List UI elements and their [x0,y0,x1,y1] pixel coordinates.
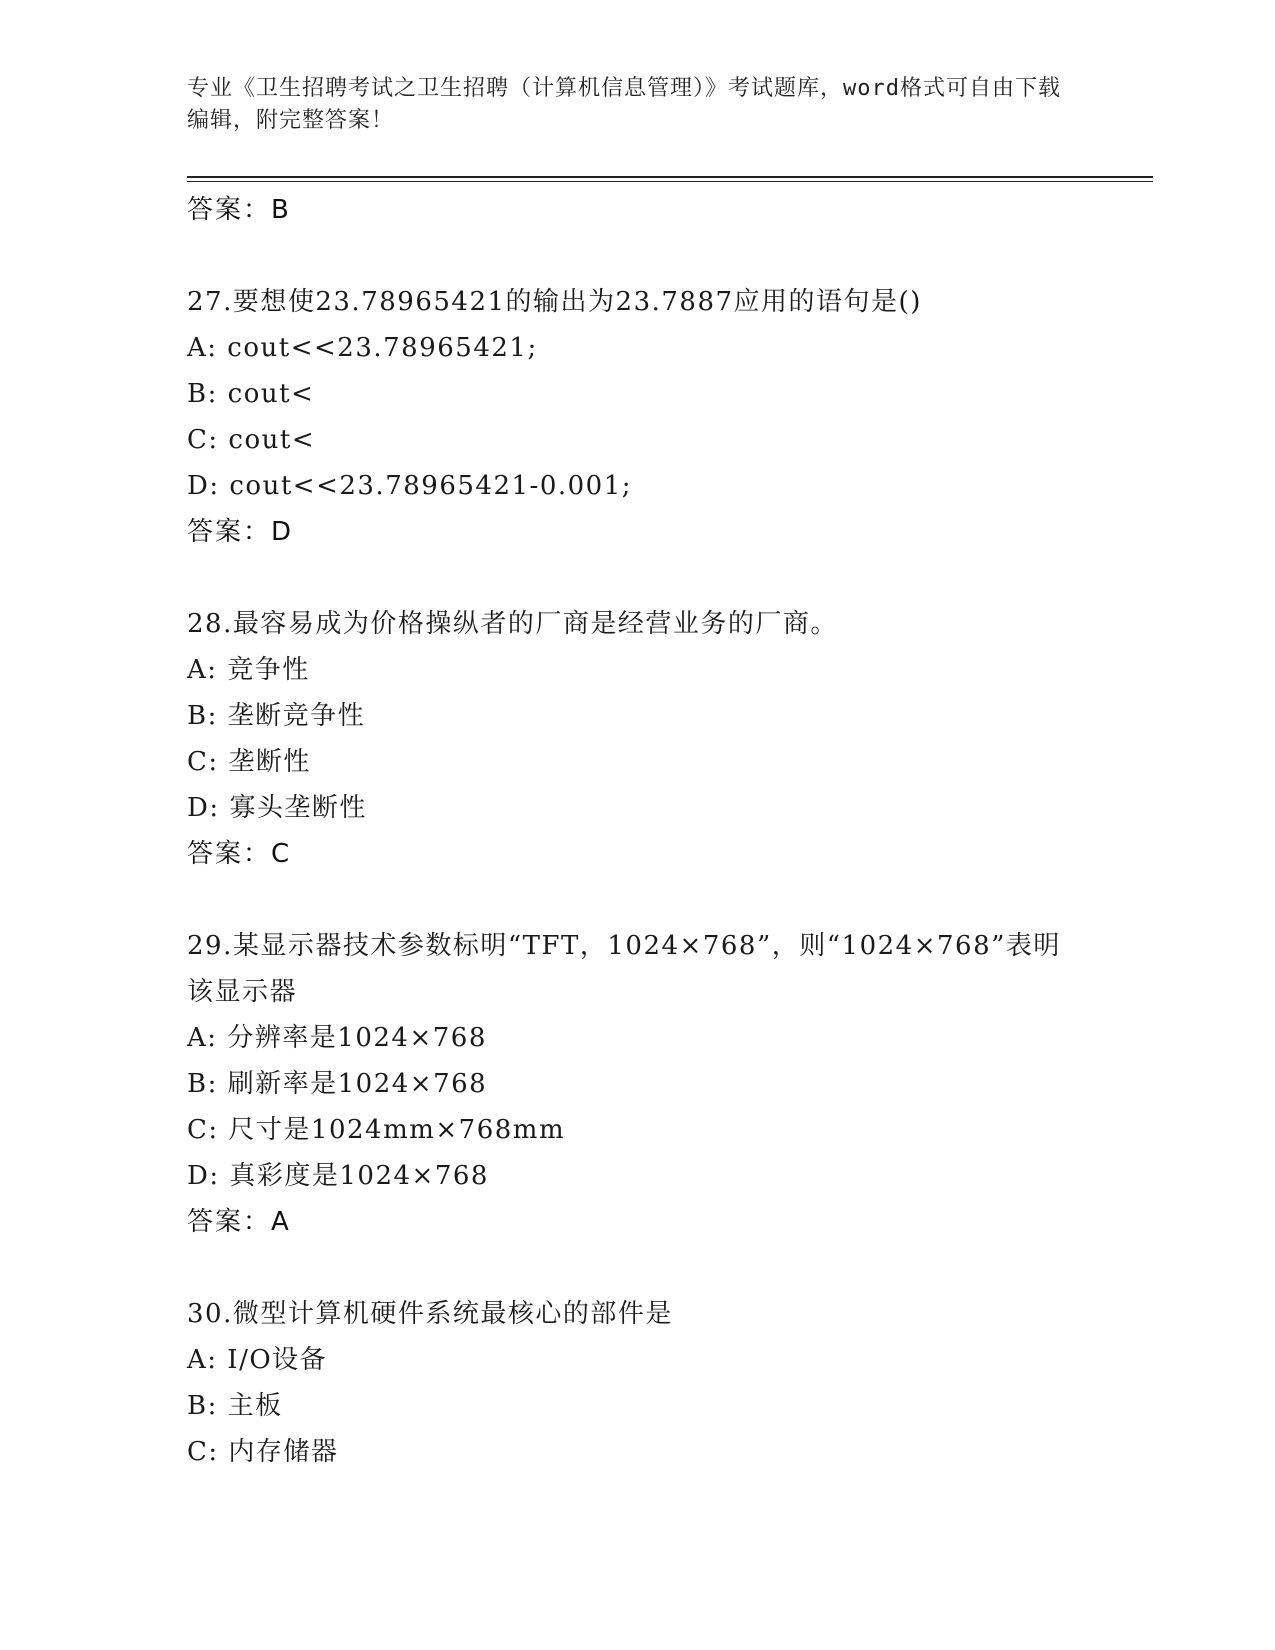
answer-line: 答案：A [187,1207,291,1237]
question-text: 27.要想使23.78965421的输出为23.7887应用的语句是() [187,287,922,317]
option-c: C: 尺寸是1024mm×768mm [187,1115,566,1145]
answer-line: 答案：B [187,195,291,225]
question-text: 30.微型计算机硬件系统最核心的部件是 [187,1299,673,1329]
option-b: B: 刷新率是1024×768 [187,1069,488,1099]
option-b: B: 垄断竞争性 [187,701,366,731]
answer-line: 答案：C [187,839,292,869]
option-a: A: cout<<23.78965421; [187,333,538,363]
option-c: C: 内存储器 [187,1437,339,1467]
option-b: B: 主板 [187,1391,283,1421]
option-d: D: cout<<23.78965421-0.001; [187,471,633,501]
header-rule-thick [187,176,1153,178]
option-c: C: cout< [187,425,316,455]
question-text: 29.某显示器技术参数标明“TFT，1024×768”，则“1024×768”表明该显示器 [187,931,1061,1007]
option-d: D: 真彩度是1024×768 [187,1161,489,1191]
header-rule-thin [187,181,1153,182]
option-c: C: 垄断性 [187,747,311,777]
question-27 [187,279,1087,555]
option-a: A: 分辨率是1024×768 [187,1023,487,1053]
question-29 [187,923,1087,1245]
question-list [187,187,1087,1475]
option-a: A: 竞争性 [187,655,310,685]
question-text: 28.最容易成为价格操纵者的厂商是经营业务的厂商。 [187,609,838,639]
option-b: B: cout< [187,379,315,409]
option-a: A: I/O设备 [187,1345,328,1375]
answer-line: 答案：D [187,517,294,547]
question-30 [187,1291,1087,1475]
question-28 [187,601,1087,877]
option-d: D: 寡头垄断性 [187,793,367,823]
page-header: 专业《卫生招聘考试之卫生招聘（计算机信息管理）》考试题库，word格式可自由下载编辑，附完整答案！ [187,76,1061,133]
